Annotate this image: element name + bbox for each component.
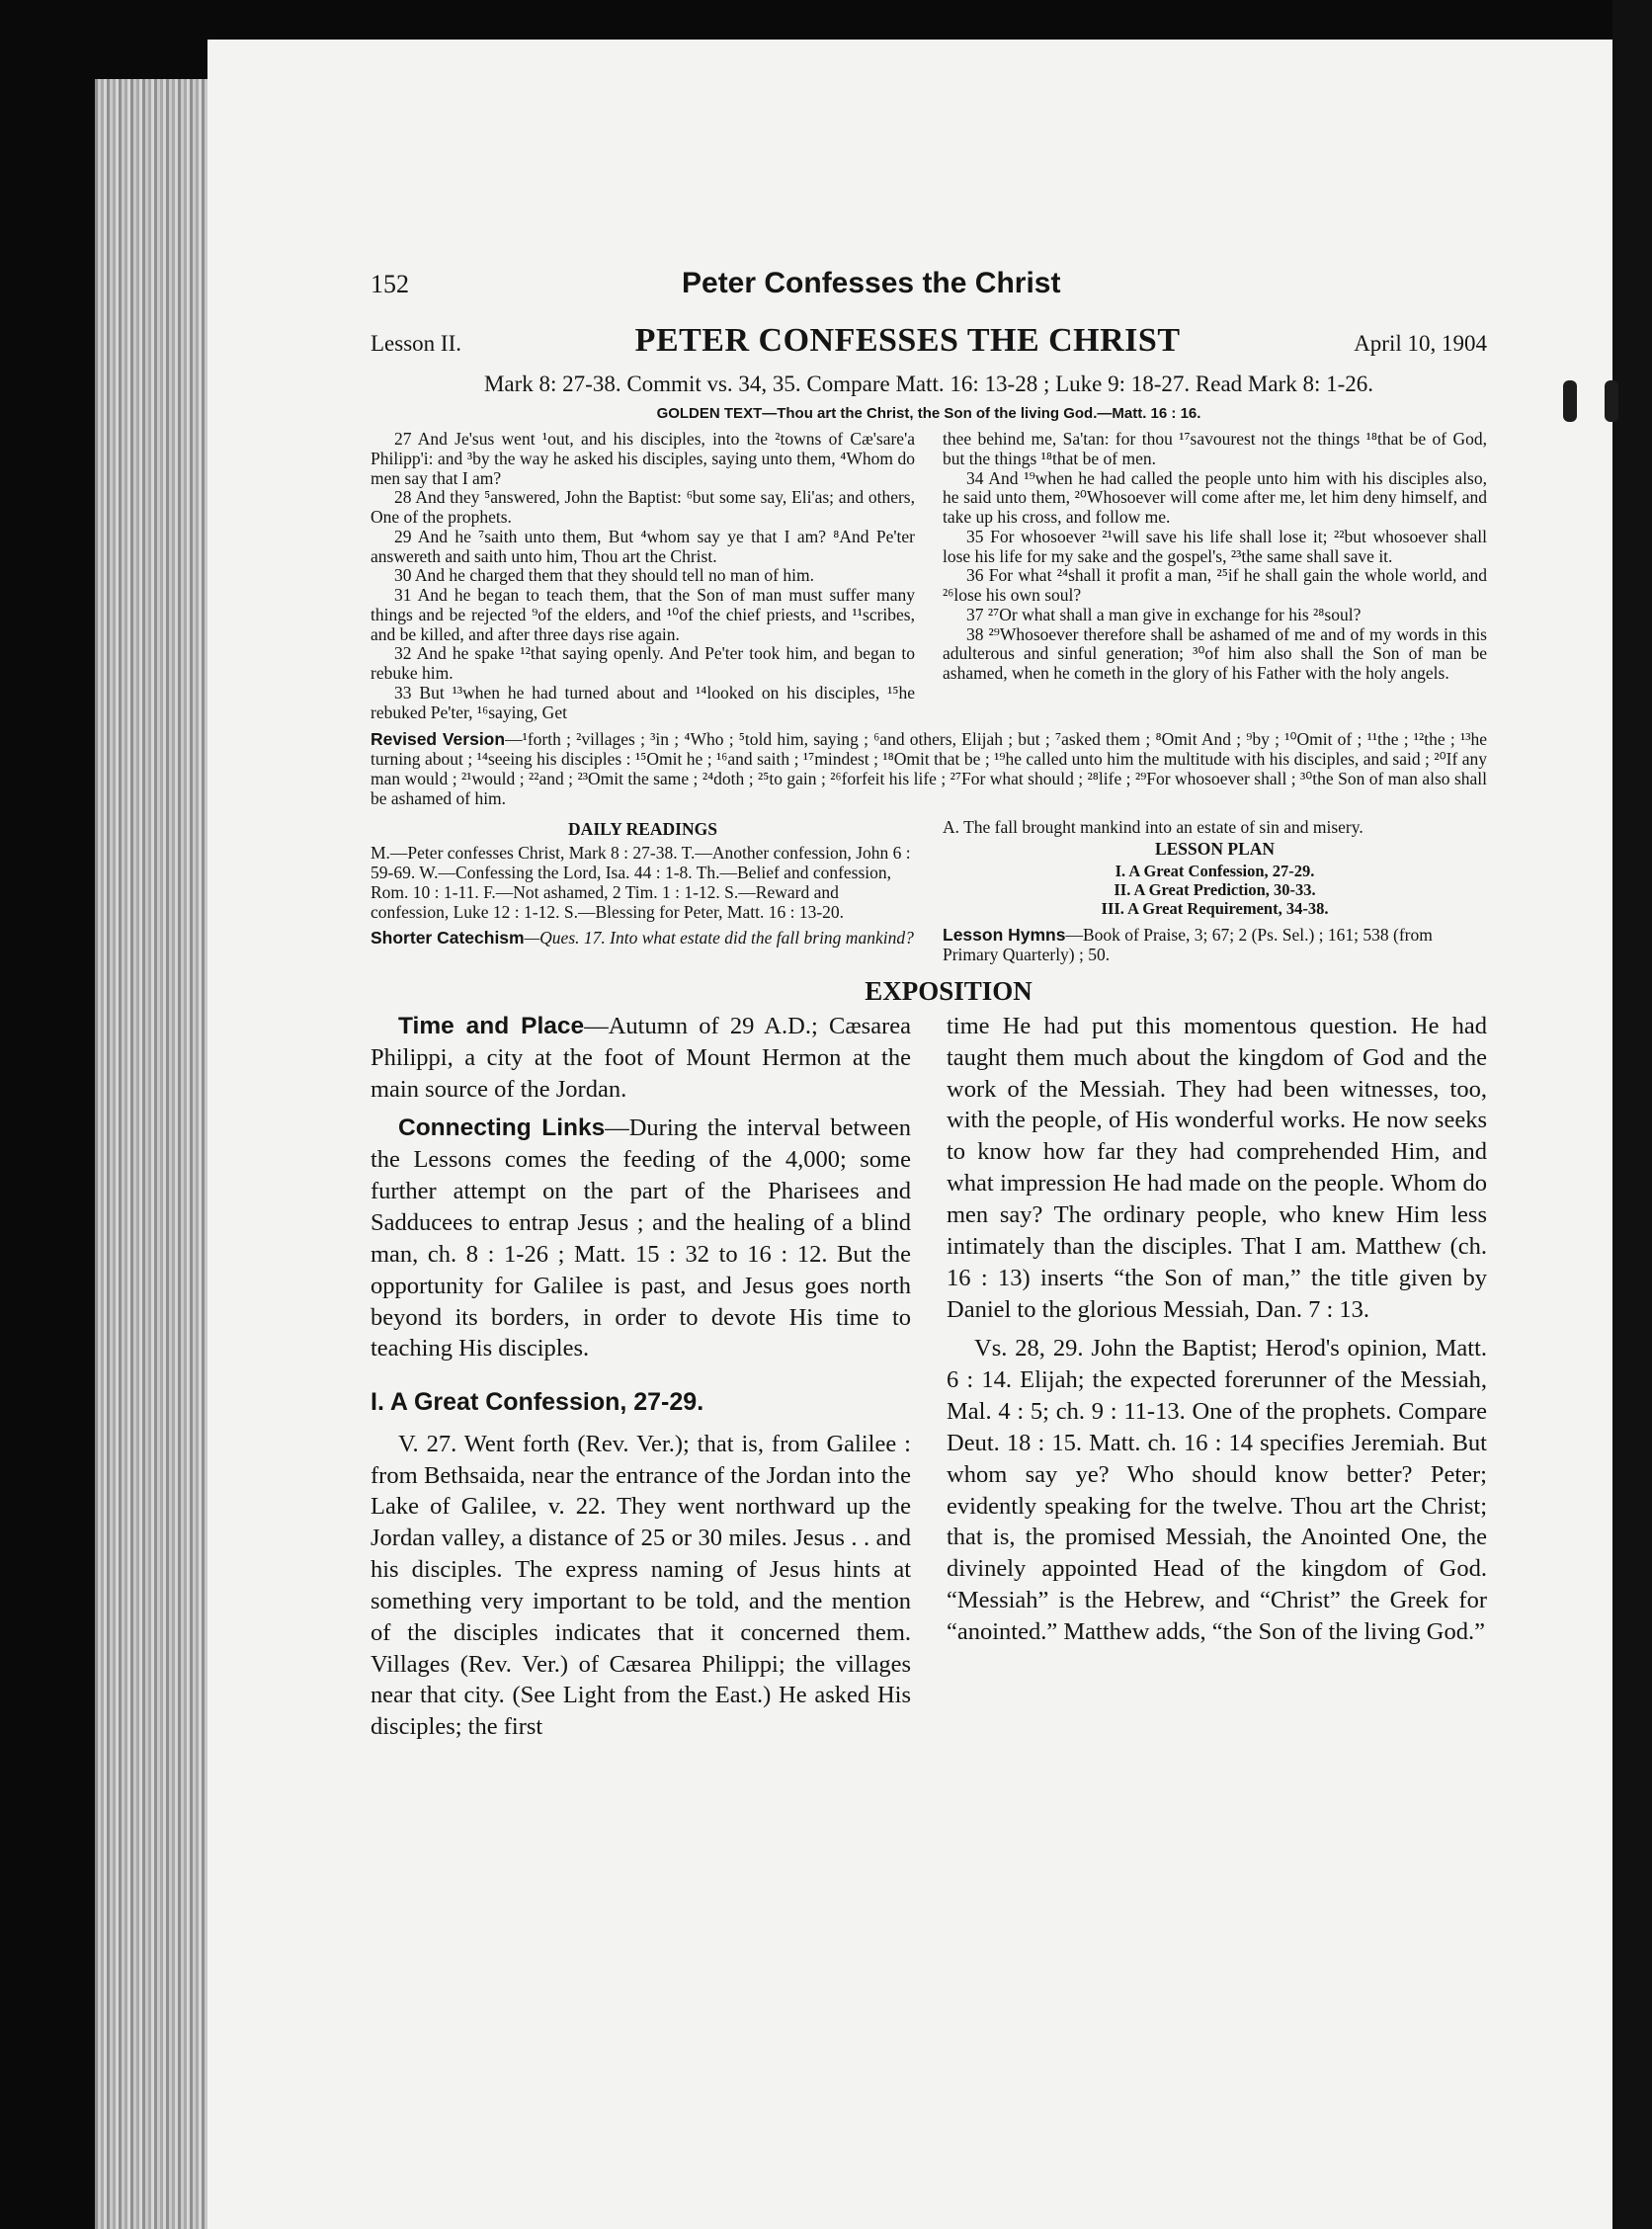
lesson-hymns <box>943 925 1487 964</box>
page-number: 152 <box>371 270 409 298</box>
catechism-label: Shorter Catechism <box>371 928 525 949</box>
lesson-date: April 10, 1904 <box>1354 331 1487 356</box>
hymns-text: —Book of Praise, 3; 67; 2 (Ps. Sel.) ; 161; 538 (from Primary Quarterly) ; 50. <box>943 924 1433 964</box>
verse: 27 And Je'sus went ¹out, and his disciples, into the ²towns of Cæ'sare'a Philipp'i: and ³by the way he asked his disciples, saying unto them, ⁴Whom do men say that I am? <box>371 429 915 488</box>
running-title: Peter Confesses the Christ <box>682 267 1061 299</box>
exposition-body <box>371 1011 1487 1751</box>
time-label: Time and Place <box>398 1012 585 1039</box>
verse: 38 ²⁹Whosoever therefore shall be ashamed of me and of my words in this adulterous and sinful generation; ³⁰of him also shall the Son of man be ashamed, when he cometh in the glory of his Father with the holy angels. <box>943 623 1487 684</box>
scripture-references: Mark 8: 27-38. Commit vs. 34, 35. Compare Matt. 16: 13-28 ; Luke 9: 18-27. Read Mark 8: 1-26. <box>483 372 1374 396</box>
lesson-plan-item: III. A Great Requirement, 34-38. <box>1101 898 1329 918</box>
plan-column <box>943 817 1487 964</box>
readings-and-plan <box>371 817 1487 964</box>
revised-version-text: —¹forth ; ²villages ; ³in ; ⁴Who ; ⁵told him, saying ; ⁶and others, Elijah ; but ; ⁷asked them ; ⁸Omit And ; ⁹by ; ¹⁰Omit of ; ¹¹the ; ¹²the ; ¹³he turning about ; ¹⁴seeing his disciples : ¹⁵Omit he ; ¹⁶and saith ; ¹⁷mindest ; ¹⁸Omit that be ; ¹⁹he called unto him the multitude with his disciples, and said ; ²⁰If any man would ; ²¹would ; ²²and ; ²³Omit the same ; ²⁴doth ; ²⁵to gain ; ²⁶forfeit his life ; ²⁷For what should ; ²⁸life ; ²⁹For whosoever shall ; ³⁰the Son of man also shall be ashamed of him. <box>371 729 1487 808</box>
time-and-place <box>371 1011 911 1106</box>
verse: 31 And he began to teach them, that the Son of man must suffer many things and be rejected ⁹of the elders, and ¹⁰of the chief priests, and ¹¹scribes, and be killed, and after three days rise again. <box>371 585 915 644</box>
binding-mark <box>1605 380 1618 422</box>
verse: 28 And they ⁵answered, John the Baptist: ⁶but some say, Eli'as; and others, One of the prophets. <box>371 487 915 528</box>
time-text: —Autumn of 29 A.D.; Cæsarea Philippi, a city at the foot of Mount Hermon at the main source of the Jordan. <box>371 1012 911 1103</box>
verse: 35 For whosoever ²¹will save his life shall lose it; ²²but whosoever shall lose his life for my sake and the gospel's, ²³the same shall save it. <box>943 526 1487 566</box>
hymns-label: Lesson Hymns <box>943 924 1066 945</box>
verse: 29 And he ⁷saith unto them, But ⁴whom say ye that I am? ⁸And Pe'ter answereth and saith unto him, Thou art the Christ. <box>371 526 915 566</box>
verse: thee behind me, Sa'tan: for thou ¹⁷savourest not the things ¹⁸that be of God, but the things ¹⁸that be of men. <box>943 429 1487 468</box>
revised-version <box>371 730 1487 808</box>
section-heading: I. A Great Confession, 27-29. <box>371 1388 704 1417</box>
exposition-heading: EXPOSITION <box>865 975 1032 1006</box>
verse: 34 And ¹⁹when he had called the people unto him with his disciples also, he said unto them, ²⁰Whosoever will come after me, let him deny himself, and take up his cross, and follow me. <box>943 467 1487 528</box>
catechism-question: Into what estate did the fall bring mankind? <box>610 928 914 949</box>
verse: 30 And he charged them that they should tell no man of him. <box>394 565 814 586</box>
catechism-answer: A. The fall brought mankind into an estate of sin and misery. <box>943 816 1363 837</box>
readings-column <box>371 817 915 964</box>
verse: 33 But ¹³when he had turned about and ¹⁴looked on his disciples, ¹⁵he rebuked Pe'ter, ¹⁶saying, Get <box>371 682 915 722</box>
lesson-label: Lesson II. <box>371 331 461 356</box>
lesson-title: PETER CONFESSES THE CHRIST <box>634 322 1181 359</box>
catechism <box>371 928 915 948</box>
binding-mark <box>1563 380 1577 422</box>
scripture-text <box>371 430 1487 722</box>
lesson-plan-item: I. A Great Confession, 27-29. <box>1115 861 1315 880</box>
golden-text: GOLDEN TEXT—Thou art the Christ, the Son of the living God.—Matt. 16 : 16. <box>656 405 1201 422</box>
verse-27-commentary: V. 27. Went forth (Rev. Ver.); that is, from Galilee : from Bethsaida, near the entrance of the Jordan into the Lake of Galilee, v. 22. They went northward up the Jordan valley, a distance of 25 or 30 miles. Jesus . . and his disciples. The express naming of Jesus hints at something very important to be told, and the mention of the disciples indicates that it concerned them. Villages (Rev. Ver.) of Cæsarea Philippi; the villages near that city. (See Light from the East.) He asked His disciples; the first <box>371 1430 911 1741</box>
verse: 37 ²⁷Or what shall a man give in exchange for his ²⁸soul? <box>966 604 1362 624</box>
connecting-links <box>371 1113 911 1364</box>
page-content <box>371 267 1487 1751</box>
lesson-title-row <box>371 322 1487 360</box>
lesson-plan-heading: LESSON PLAN <box>1154 838 1276 859</box>
links-text: —During the interval between the Lessons comes the feeding of the 4,000; some further attempt on the part of the Pharisees and Sadducees to entrap Jesus ; and the healing of a blind man, ch. 8 : 1-26 ; Matt. 15 : 32 to 16 : 12. But the opportunity for Galilee is past, and Jesus goes north beyond its borders, in order to devote His time to teaching His disciples. <box>371 1114 911 1362</box>
scripture-left-column <box>371 430 915 722</box>
verse: 36 For what ²⁴shall it profit a man, ²⁵if he shall gain the whole world, and ²⁶lose his own soul? <box>943 565 1487 606</box>
page-header <box>371 267 1487 300</box>
verse: 32 And he spake ¹²that saying openly. And Pe'ter took him, and began to rebuke him. <box>371 643 915 684</box>
revised-version-label: Revised Version <box>371 729 506 750</box>
book-page <box>207 40 1620 2229</box>
catechism-ques: —Ques. 17. <box>524 928 606 949</box>
exposition-left-column <box>371 1011 911 1751</box>
links-label: Connecting Links <box>398 1114 606 1142</box>
exposition-right-column <box>947 1011 1487 1751</box>
lesson-plan-item: II. A Great Prediction, 30-33. <box>1114 879 1316 899</box>
commentary-paragraph: Vs. 28, 29. John the Baptist; Herod's opinion, Matt. 6 : 14. Elijah; the expected forerunner of the Messiah, Mal. 4 : 5; ch. 9 : 11-13. One of the prophets. Compare Deut. 18 : 15. Matt. ch. 16 : 14 specifies Jeremiah. But whom say ye? Who should know better? Peter; evidently speaking for the twelve. Thou art the Christ; that is, the promised Messiah, the Anointed One, the divinely appointed Head of the kingdom of God. “Messiah” is the Hebrew, and “Christ” the Greek for “anointed.” Matthew adds, “the Son of the living God.” <box>947 1335 1487 1645</box>
commentary-paragraph: time He had put this momentous question. He had taught them much about the kingdom of God and the work of the Messiah. They had been witnesses, too, with the people, of His wonderful works. He now seeks to know how far they had comprehended Him, and what impression He had made on the people. Whom do men say? The ordinary people, who knew Him less intimately than the disciples. That I am. Matthew (ch. 16 : 13) inserts “the Son of man,” the title given by Daniel to the glorious Messiah, Dan. 7 : 13. <box>947 1012 1487 1323</box>
daily-readings-heading: DAILY READINGS <box>568 818 717 839</box>
page-right-edge <box>1612 0 1652 2229</box>
book-spine-edge <box>95 79 213 2229</box>
scripture-right-column <box>943 430 1487 722</box>
daily-readings-text: M.—Peter confesses Christ, Mark 8 : 27-38. T.—Another confession, John 6 : 59-69. W.—Confessing the Lord, Isa. 44 : 1-8. Th.—Belief and confession, Rom. 10 : 1-11. F.—Not ashamed, 2 Tim. 1 : 1-12. S.—Reward and confession, Luke 12 : 1-12. S.—Blessing for Peter, Matt. 16 : 13-20. <box>371 842 911 923</box>
